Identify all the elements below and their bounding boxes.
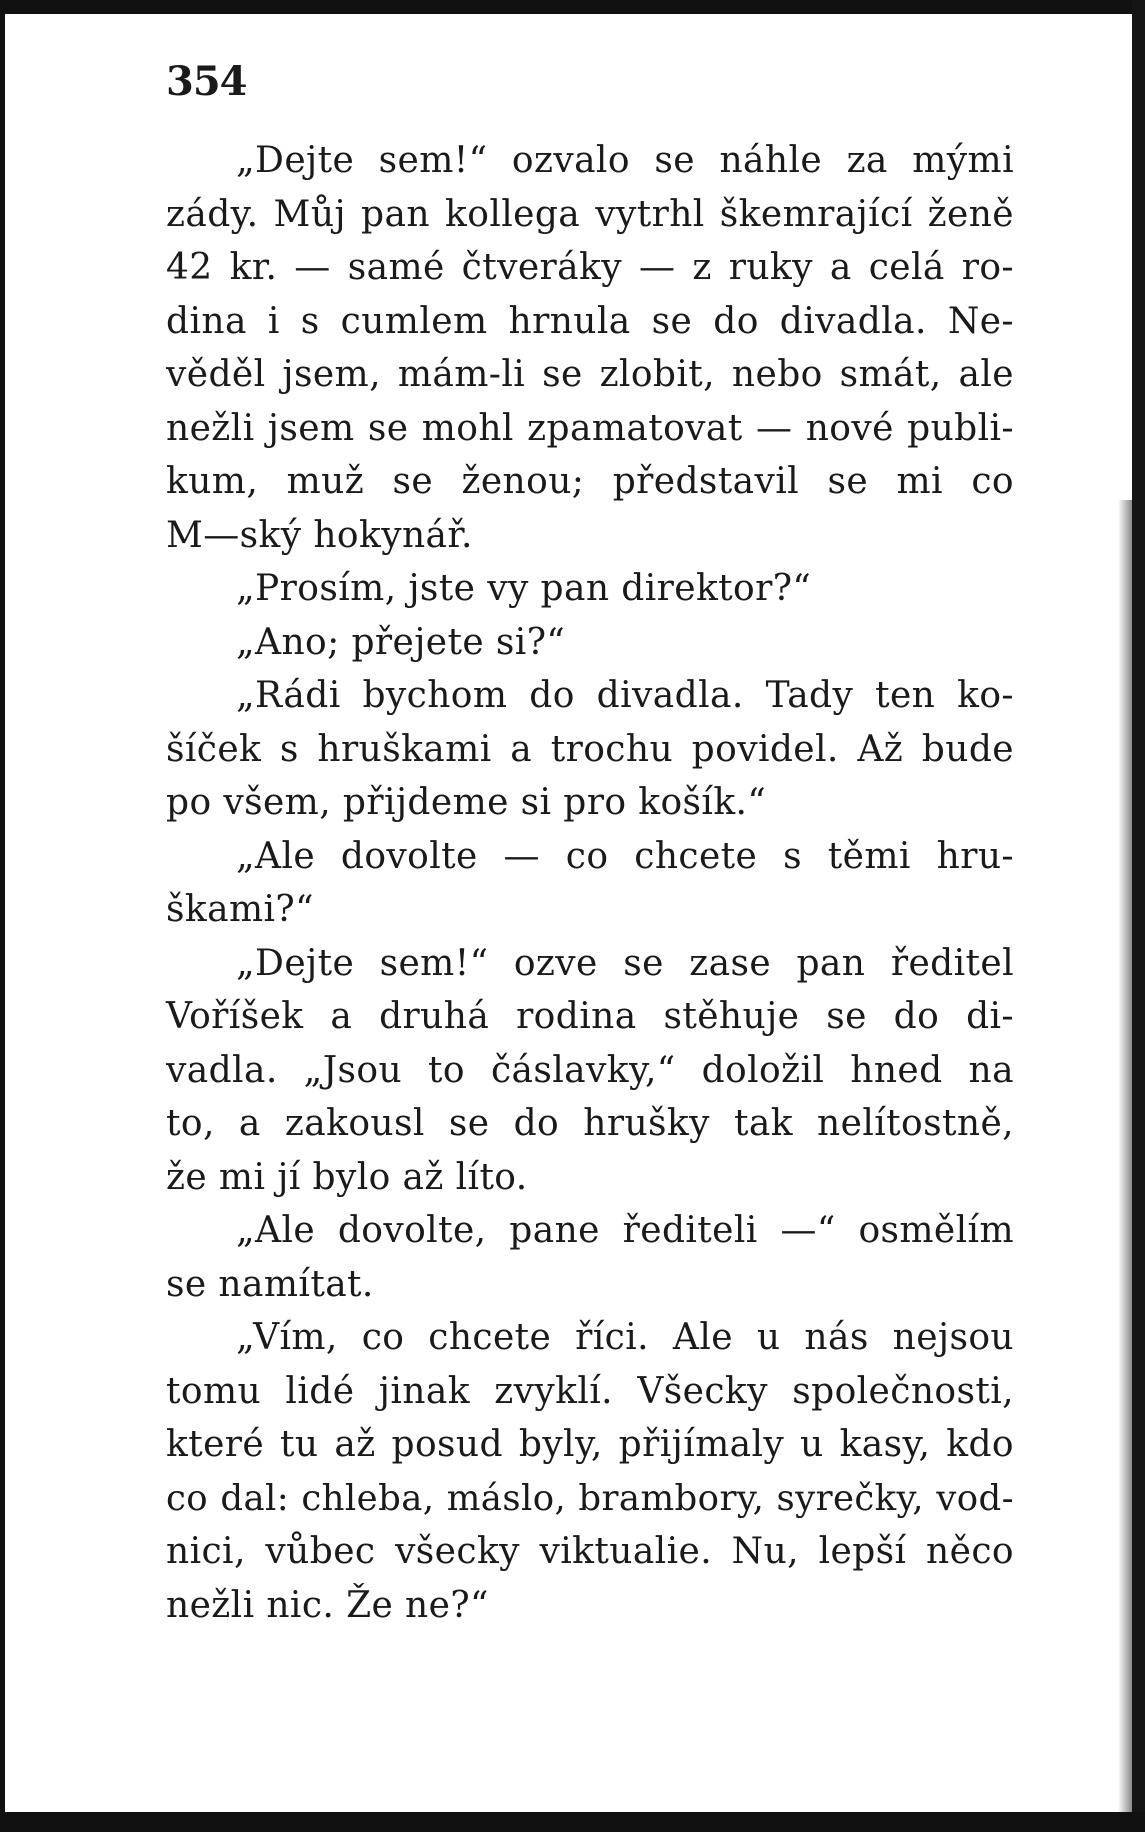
text-line: škami?“ (166, 889, 314, 930)
text-line: zády. Můj pan kollega vytrhl škemrající ženě (166, 193, 1014, 235)
text-line: „Dejte sem!“ ozvalo se náhle za mými (236, 140, 1014, 181)
text-line: věděl jsem, mám-li se zlobit, nebo smát, ale (166, 354, 1014, 395)
text-line: co dal: chleba, máslo, brambory, syrečky, vod- (166, 1477, 1014, 1519)
text-line: 42 kr. — samé čtveráky — z ruky a celá ro- (166, 247, 1014, 288)
text-line: nici, vůbec všecky viktualie. Nu, lepší něco (166, 1531, 1014, 1572)
text-line: nežli jsem se mohl zpamatovat — nové publi- (166, 407, 1014, 449)
text-line: vadla. „Jsou to čáslavky,“ doložil hned na (166, 1049, 1014, 1091)
text-line: nežli nic. Že ne?“ (166, 1584, 489, 1626)
scan-border-right (1132, 0, 1145, 1832)
text-line: šíček s hruškami a trochu povidel. Až bude (166, 728, 1014, 770)
scan-border-left (0, 0, 5, 1832)
text-line: tomu lidé jinak zvyklí. Všecky společnosti, (166, 1370, 1014, 1412)
scan-border-top (0, 0, 1145, 14)
text-line: „Ano; přejete si?“ (236, 621, 566, 663)
text-line: „Prosím, jste vy pan direktor?“ (236, 568, 812, 609)
text-line: kum, muž se ženou; představil se mi co (166, 461, 1014, 502)
text-line: „Ale dovolte, pane řediteli —“ osmělím (236, 1210, 1014, 1251)
text-line: to, a zakousl se do hrušky tak nelítostně, (166, 1103, 1014, 1144)
text-line: Voříšek a druhá rodina stěhuje se do di- (166, 996, 1014, 1037)
page-number: 354 (166, 58, 247, 105)
body-text (166, 134, 1014, 1632)
text-line: „Rádi bychom do divadla. Tady ten ko- (236, 675, 1014, 716)
text-line: po všem, přijdeme si pro košík.“ (166, 782, 767, 823)
text-line: M—ský hokynář. (166, 514, 473, 556)
text-line: „Ale dovolte — co chcete s těmi hru- (236, 835, 1014, 877)
text-line: „Dejte sem!“ ozve se zase pan ředitel (236, 942, 1014, 984)
page-gutter-shadow (1118, 500, 1132, 1832)
text-line: že mi jí bylo až líto. (166, 1156, 528, 1198)
scan-border-bottom (0, 1812, 1145, 1832)
text-line: které tu až posud byly, přijímaly u kasy, kdo (166, 1424, 1014, 1465)
text-line: dina i s cumlem hrnula se do divadla. Ne- (166, 300, 1014, 342)
text-line: se namítat. (166, 1263, 374, 1305)
text-line: „Vím, co chcete říci. Ale u nás nejsou (236, 1317, 1014, 1358)
